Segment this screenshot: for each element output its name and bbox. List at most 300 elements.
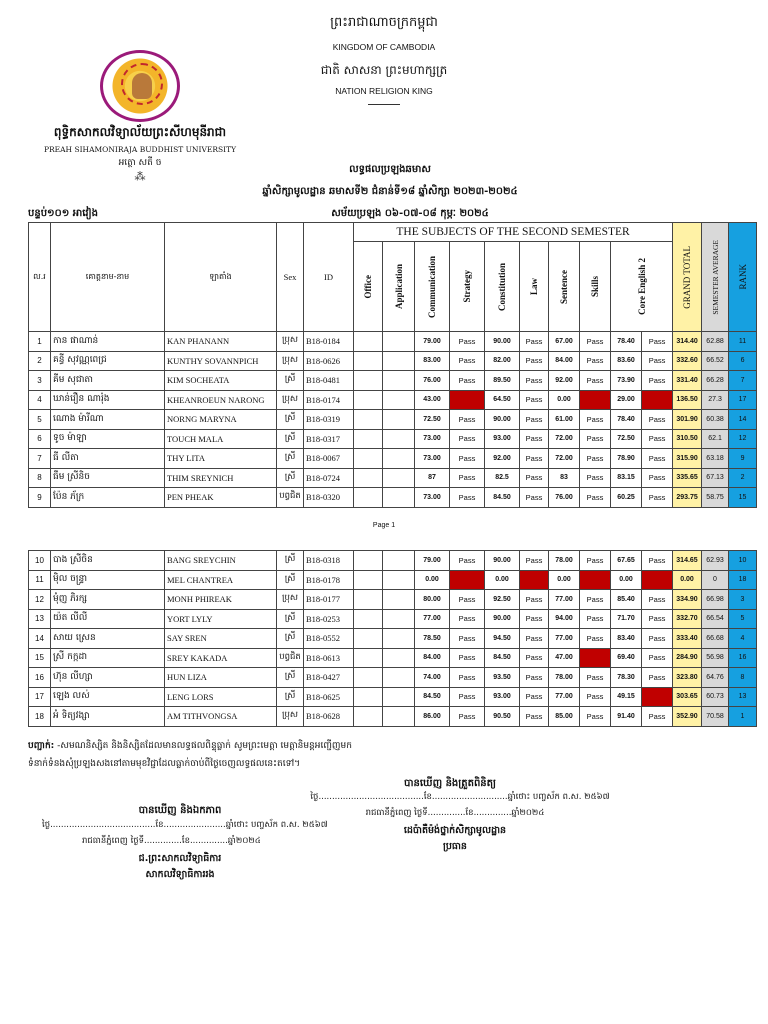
kh-exam-date: សម័យប្រឡង ០៦-០៧-០៨ កុម្ភៈ ២០២៤ bbox=[331, 208, 489, 219]
student-name-kh: ឃាន់រឿន ណារ៉ុង bbox=[51, 390, 165, 410]
score-value: 67.00 bbox=[549, 332, 580, 352]
score-cell-empty bbox=[354, 668, 383, 688]
result-status: Pass bbox=[580, 687, 611, 707]
page-label: Page 1 bbox=[372, 522, 396, 529]
student-sex: ស្រី bbox=[277, 468, 304, 488]
result-status: Pass bbox=[642, 648, 673, 668]
result-status: Pass bbox=[642, 629, 673, 649]
result-status: Pass bbox=[580, 629, 611, 649]
score-value: 93.50 bbox=[485, 668, 520, 688]
semester-average: 0 bbox=[702, 570, 729, 590]
rank-value: 3 bbox=[729, 590, 757, 610]
score-value: 73.00 bbox=[415, 429, 450, 449]
grand-total: 314.65 bbox=[673, 551, 702, 571]
student-sex: ប្រុស bbox=[277, 707, 304, 727]
score-cell-empty bbox=[354, 410, 383, 430]
result-status: Pass bbox=[580, 488, 611, 508]
student-sex: ស្រី bbox=[277, 570, 304, 590]
result-status: Fail bbox=[450, 570, 485, 590]
sig-left-role: ជ.ព្រះសាកលវិទ្យាធិការ bbox=[138, 853, 222, 864]
student-sex: ស្រី bbox=[277, 687, 304, 707]
score-cell-empty bbox=[383, 468, 415, 488]
score-value: 92.50 bbox=[485, 590, 520, 610]
grand-total: 332.70 bbox=[673, 609, 702, 629]
student-sex: ស្រី bbox=[277, 609, 304, 629]
grand-total: 333.40 bbox=[673, 629, 702, 649]
score-cell-empty bbox=[383, 351, 415, 371]
sig-right-role-2: ប្រធាន bbox=[443, 841, 467, 852]
rank-value: 11 bbox=[729, 332, 757, 352]
kingdom-heading: KINGDOM OF CAMBODIA bbox=[332, 42, 436, 52]
table-row bbox=[29, 468, 757, 488]
row-number: 5 bbox=[29, 410, 51, 430]
score-value: 90.00 bbox=[485, 332, 520, 352]
subject-header: Constitution bbox=[485, 242, 520, 332]
result-status: Pass bbox=[520, 707, 549, 727]
row-number: 14 bbox=[29, 629, 51, 649]
score-value: 0.00 bbox=[549, 390, 580, 410]
semester-average: 63.18 bbox=[702, 449, 729, 469]
rank-value: 9 bbox=[729, 449, 757, 469]
table-row bbox=[29, 390, 757, 410]
table-row bbox=[29, 551, 757, 571]
table-row bbox=[29, 371, 757, 391]
student-name-en: THY LITA bbox=[165, 449, 277, 469]
result-status: Pass bbox=[520, 351, 549, 371]
score-value: 80.00 bbox=[415, 590, 450, 610]
result-status: Pass bbox=[520, 687, 549, 707]
score-value: 94.00 bbox=[549, 609, 580, 629]
result-status: Pass bbox=[642, 707, 673, 727]
kh-report-title: លទ្ធផលប្រឡងឆមាស bbox=[349, 164, 431, 175]
grand-total: 315.90 bbox=[673, 449, 702, 469]
result-status: Pass bbox=[520, 332, 549, 352]
student-name-en: MONH PHIREAK bbox=[165, 590, 277, 610]
score-value: 47.00 bbox=[549, 648, 580, 668]
score-value: 90.50 bbox=[485, 707, 520, 727]
student-id: B18-0628 bbox=[304, 707, 354, 727]
rank-value: 1 bbox=[729, 707, 757, 727]
result-status: Pass bbox=[520, 371, 549, 391]
score-value: 76.00 bbox=[415, 371, 450, 391]
student-id: B18-0427 bbox=[304, 668, 354, 688]
rank-value: 6 bbox=[729, 351, 757, 371]
grand-total: 303.65 bbox=[673, 687, 702, 707]
score-value: 72.00 bbox=[549, 449, 580, 469]
student-sex: ស្រី bbox=[277, 668, 304, 688]
row-number: 9 bbox=[29, 488, 51, 508]
semester-average: 66.98 bbox=[702, 590, 729, 610]
score-value: 85.00 bbox=[549, 707, 580, 727]
row-number: 11 bbox=[29, 570, 51, 590]
score-value: 0.00 bbox=[611, 570, 642, 590]
score-value: 92.00 bbox=[485, 449, 520, 469]
grand-total: 0.00 bbox=[673, 570, 702, 590]
table-row bbox=[29, 629, 757, 649]
score-cell-empty bbox=[383, 707, 415, 727]
student-id: B18-0626 bbox=[304, 351, 354, 371]
table-row bbox=[29, 332, 757, 352]
score-value: 87 bbox=[415, 468, 450, 488]
student-id: B18-0319 bbox=[304, 410, 354, 430]
score-cell-empty bbox=[383, 551, 415, 571]
table-row bbox=[29, 668, 757, 688]
score-value: 92.00 bbox=[549, 371, 580, 391]
sig-right-date-1: ថ្ងៃ.......................................ខែ............................ឆ្នាំថោះ បញ្ចស័ក ព.ស. ២៥៦៧ bbox=[310, 792, 610, 802]
result-status: Pass bbox=[450, 332, 485, 352]
student-name-en: LENG LORS bbox=[165, 687, 277, 707]
result-status: Pass bbox=[450, 371, 485, 391]
result-status: Pass bbox=[520, 648, 549, 668]
score-value: 49.15 bbox=[611, 687, 642, 707]
result-status: Pass bbox=[642, 449, 673, 469]
score-value: 93.00 bbox=[485, 429, 520, 449]
score-value: 94.50 bbox=[485, 629, 520, 649]
subject-header: Office bbox=[354, 242, 383, 332]
student-name-en: HUN LIZA bbox=[165, 668, 277, 688]
student-id: B18-0318 bbox=[304, 551, 354, 571]
score-value: 67.65 bbox=[611, 551, 642, 571]
result-status: Pass bbox=[450, 429, 485, 449]
result-status: Pass bbox=[580, 609, 611, 629]
semester-average: 56.98 bbox=[702, 648, 729, 668]
kh-university-sub: អត្ថោ សតី ច bbox=[118, 158, 162, 168]
rank-value: 18 bbox=[729, 570, 757, 590]
score-value: 77.00 bbox=[549, 590, 580, 610]
student-name-en: TOUCH MALA bbox=[165, 429, 277, 449]
subject-header: Application bbox=[383, 242, 415, 332]
student-name-kh: ប៉ែន ភ័ក្រ bbox=[51, 488, 165, 508]
score-cell-empty bbox=[383, 590, 415, 610]
result-status: Pass bbox=[580, 590, 611, 610]
table-row bbox=[29, 687, 757, 707]
student-name-kh: បាង ស្រីចិន bbox=[51, 551, 165, 571]
score-cell-empty bbox=[383, 609, 415, 629]
grand-total: 314.40 bbox=[673, 332, 702, 352]
student-id: B18-0184 bbox=[304, 332, 354, 352]
result-status: Pass bbox=[520, 629, 549, 649]
rank-value: 5 bbox=[729, 609, 757, 629]
student-name-kh: ហ៊ុន លីហ្សា bbox=[51, 668, 165, 688]
score-cell-empty bbox=[383, 390, 415, 410]
result-status: Pass bbox=[520, 468, 549, 488]
score-value: 83.40 bbox=[611, 629, 642, 649]
col-header-name-en: ឡាតាំង bbox=[165, 223, 277, 332]
result-status: Pass bbox=[642, 668, 673, 688]
result-status: Fail bbox=[642, 570, 673, 590]
table-row bbox=[29, 351, 757, 371]
score-cell-empty bbox=[354, 390, 383, 410]
student-name-kh: យ៉ត លីលី bbox=[51, 609, 165, 629]
semester-average: 58.75 bbox=[702, 488, 729, 508]
student-name-kh: សាយ ស្រេន bbox=[51, 629, 165, 649]
score-value: 83.60 bbox=[611, 351, 642, 371]
result-status: Pass bbox=[450, 410, 485, 430]
score-value: 82.00 bbox=[485, 351, 520, 371]
notes-line-2: ទំនាក់ទំនងសុំប្រឡងសងនៅតាមមុខវិជ្ជាដែលធ្លាក់ចាប់ពីថ្ងៃចេញលទ្ធផលនេះតទៅ។ bbox=[28, 759, 301, 769]
score-cell-empty bbox=[383, 629, 415, 649]
rank-value: 10 bbox=[729, 551, 757, 571]
grand-total: 331.40 bbox=[673, 371, 702, 391]
result-status: Pass bbox=[642, 371, 673, 391]
table-row bbox=[29, 590, 757, 610]
sig-left-date-1: ថ្ងៃ.......................................ខែ.......................ឆ្នាំថោះ បញ្ចស័ក ព.ស. ២៥៦៧ bbox=[42, 820, 328, 830]
result-status: Fail bbox=[580, 390, 611, 410]
student-name-kh: ឡេង លស់ bbox=[51, 687, 165, 707]
score-value: 79.00 bbox=[415, 551, 450, 571]
rank-value: 2 bbox=[729, 468, 757, 488]
score-value: 69.40 bbox=[611, 648, 642, 668]
row-number: 18 bbox=[29, 707, 51, 727]
subject-header: Skills bbox=[580, 242, 611, 332]
result-status: Pass bbox=[642, 609, 673, 629]
score-value: 72.50 bbox=[415, 410, 450, 430]
sig-right-title: បានឃើញ និងត្រួតពិនិត្យ bbox=[404, 778, 496, 789]
grand-total: 332.60 bbox=[673, 351, 702, 371]
semester-average: 27.3 bbox=[702, 390, 729, 410]
sig-right-role: ដេប៉ាតឺម៉ង់ថ្នាក់សិក្សាមូលដ្ឋាន bbox=[403, 825, 507, 836]
result-status: Fail bbox=[642, 687, 673, 707]
subject-header: Sentence bbox=[549, 242, 580, 332]
score-value: 78.40 bbox=[611, 332, 642, 352]
result-status: Pass bbox=[642, 351, 673, 371]
row-number: 4 bbox=[29, 390, 51, 410]
score-value: 77.00 bbox=[549, 629, 580, 649]
grand-total: 323.80 bbox=[673, 668, 702, 688]
score-value: 78.90 bbox=[611, 449, 642, 469]
score-cell-empty bbox=[354, 468, 383, 488]
semester-average: 62.88 bbox=[702, 332, 729, 352]
motto: NATION RELIGION KING bbox=[335, 86, 433, 96]
score-value: 90.00 bbox=[485, 551, 520, 571]
score-cell-empty bbox=[354, 351, 383, 371]
semester-average: 60.38 bbox=[702, 410, 729, 430]
score-value: 73.90 bbox=[611, 371, 642, 391]
score-cell-empty bbox=[383, 449, 415, 469]
student-name-en: KIM SOCHEATA bbox=[165, 371, 277, 391]
score-cell-empty bbox=[383, 668, 415, 688]
kh-kingdom-heading: ព្រះរាជាណាចក្រកម្ពុជា bbox=[330, 15, 438, 30]
student-name-kh: មុំញ ភិរក្ស bbox=[51, 590, 165, 610]
score-value: 90.00 bbox=[485, 410, 520, 430]
table-row bbox=[29, 449, 757, 469]
grand-total: 334.90 bbox=[673, 590, 702, 610]
result-status: Pass bbox=[450, 351, 485, 371]
score-value: 76.00 bbox=[549, 488, 580, 508]
student-sex: ស្រី bbox=[277, 449, 304, 469]
score-cell-empty bbox=[354, 332, 383, 352]
score-value: 78.50 bbox=[415, 629, 450, 649]
student-sex: ស្រី bbox=[277, 410, 304, 430]
semester-average: 66.28 bbox=[702, 371, 729, 391]
score-cell-empty bbox=[383, 371, 415, 391]
subject-header: Communication bbox=[415, 242, 450, 332]
score-cell-empty bbox=[354, 629, 383, 649]
student-id: B18-0177 bbox=[304, 590, 354, 610]
table-row bbox=[29, 410, 757, 430]
result-status: Pass bbox=[580, 332, 611, 352]
col-header-name-kh: គោត្តនាម-នាម bbox=[51, 223, 165, 332]
rank-value: 7 bbox=[729, 371, 757, 391]
score-cell-empty bbox=[354, 570, 383, 590]
student-id: B18-0724 bbox=[304, 468, 354, 488]
student-name-kh: កាន ផាណាន់ bbox=[51, 332, 165, 352]
row-number: 16 bbox=[29, 668, 51, 688]
result-status: Pass bbox=[580, 429, 611, 449]
score-value: 73.00 bbox=[415, 449, 450, 469]
grand-total: 352.90 bbox=[673, 707, 702, 727]
row-number: 8 bbox=[29, 468, 51, 488]
student-name-kh: ធឹម ស្រីនិច bbox=[51, 468, 165, 488]
score-value: 77.00 bbox=[549, 687, 580, 707]
col-header-average: SEMESTER AVERAGE bbox=[702, 223, 729, 332]
result-status: Pass bbox=[642, 590, 673, 610]
result-status: Fail bbox=[520, 570, 549, 590]
col-header-total: GRAND TOTAL bbox=[673, 223, 702, 332]
table-row bbox=[29, 648, 757, 668]
score-value: 82.5 bbox=[485, 468, 520, 488]
score-value: 85.40 bbox=[611, 590, 642, 610]
student-id: B18-0552 bbox=[304, 629, 354, 649]
score-value: 60.25 bbox=[611, 488, 642, 508]
score-value: 43.00 bbox=[415, 390, 450, 410]
row-number: 7 bbox=[29, 449, 51, 469]
score-cell-empty bbox=[354, 551, 383, 571]
grand-total: 284.90 bbox=[673, 648, 702, 668]
result-status: Pass bbox=[450, 590, 485, 610]
result-status: Fail bbox=[450, 390, 485, 410]
semester-average: 64.76 bbox=[702, 668, 729, 688]
result-status: Pass bbox=[450, 687, 485, 707]
subjects-title: THE SUBJECTS OF THE SECOND SEMESTER bbox=[354, 223, 673, 242]
results-table-1 bbox=[28, 222, 757, 508]
score-value: 64.50 bbox=[485, 390, 520, 410]
result-status: Pass bbox=[520, 449, 549, 469]
student-name-en: NORNG MARYNA bbox=[165, 410, 277, 430]
semester-average: 70.58 bbox=[702, 707, 729, 727]
row-number: 15 bbox=[29, 648, 51, 668]
student-sex: ស្រី bbox=[277, 629, 304, 649]
row-number: 1 bbox=[29, 332, 51, 352]
student-sex: ប្រុស bbox=[277, 590, 304, 610]
student-name-kh: ទូច ម៉ាឡា bbox=[51, 429, 165, 449]
score-cell-empty bbox=[383, 429, 415, 449]
kh-group: បន្ទប់១០១ អាវៀង bbox=[28, 208, 98, 219]
student-name-en: PEN PHEAK bbox=[165, 488, 277, 508]
rank-value: 14 bbox=[729, 410, 757, 430]
score-cell-empty bbox=[383, 488, 415, 508]
score-value: 79.00 bbox=[415, 332, 450, 352]
sig-left-role-2: សាកលវិទ្យាធិការរង bbox=[145, 869, 215, 880]
score-cell-empty bbox=[354, 707, 383, 727]
score-cell-empty bbox=[354, 449, 383, 469]
semester-average: 66.54 bbox=[702, 609, 729, 629]
student-name-en: MEL CHANTREA bbox=[165, 570, 277, 590]
university-logo bbox=[100, 50, 180, 122]
student-name-en: YORT LYLY bbox=[165, 609, 277, 629]
result-status: Pass bbox=[520, 590, 549, 610]
score-value: 74.00 bbox=[415, 668, 450, 688]
student-name-en: THIM SREYNICH bbox=[165, 468, 277, 488]
student-id: B18-0317 bbox=[304, 429, 354, 449]
semester-average: 60.73 bbox=[702, 687, 729, 707]
notes-line-1: បញ្ជាក់: -សមណនិស្សិត និងនិស្សិតដែលមានលទ្ធផលពិន្ទុធ្លាក់ សូមព្រះមេត្តា មេត្តានិមន្តអញ្ជើញមក bbox=[28, 741, 352, 751]
student-sex: ស្រី bbox=[277, 551, 304, 571]
kh-university-name: ពុទ្ធិកសាកលវិទ្យាល័យព្រះសីហមុនីរាជា bbox=[53, 125, 227, 139]
result-status: Pass bbox=[580, 351, 611, 371]
score-value: 0.00 bbox=[415, 570, 450, 590]
score-value: 61.00 bbox=[549, 410, 580, 430]
student-name-en: KHEANROEUN NARONG bbox=[165, 390, 277, 410]
score-value: 0.00 bbox=[549, 570, 580, 590]
result-status: Pass bbox=[580, 449, 611, 469]
score-value: 72.50 bbox=[611, 429, 642, 449]
student-name-en: KUNTHY SOVANNPICH bbox=[165, 351, 277, 371]
results-table-2 bbox=[28, 550, 757, 727]
result-status: Pass bbox=[520, 488, 549, 508]
student-name-kh: ណោង ម៉ារីណា bbox=[51, 410, 165, 430]
student-sex: ប្រុស bbox=[277, 332, 304, 352]
result-status: Pass bbox=[642, 468, 673, 488]
row-number: 10 bbox=[29, 551, 51, 571]
score-value: 83.15 bbox=[611, 468, 642, 488]
student-name-en: AM TITHVONGSA bbox=[165, 707, 277, 727]
score-value: 93.00 bbox=[485, 687, 520, 707]
col-header-no: ល.រ bbox=[29, 223, 51, 332]
result-status: Pass bbox=[642, 429, 673, 449]
score-value: 89.50 bbox=[485, 371, 520, 391]
student-sex: បព្វជិត bbox=[277, 488, 304, 508]
score-value: 78.00 bbox=[549, 668, 580, 688]
subject-header: Law bbox=[520, 242, 549, 332]
result-status: Pass bbox=[642, 332, 673, 352]
score-value: 84.50 bbox=[415, 687, 450, 707]
row-number: 2 bbox=[29, 351, 51, 371]
student-id: B18-0481 bbox=[304, 371, 354, 391]
score-cell-empty bbox=[383, 648, 415, 668]
sig-left-date-2: រាជធានីភ្នំពេញ ថ្ងៃទី..............ខែ..............ឆ្នាំ២០២៤ bbox=[82, 836, 261, 846]
student-name-kh: អំ ទិត្យវង្សា bbox=[51, 707, 165, 727]
semester-average: 62.93 bbox=[702, 551, 729, 571]
student-sex: ប្រុស bbox=[277, 351, 304, 371]
student-sex: ស្រី bbox=[277, 371, 304, 391]
score-value: 78.30 bbox=[611, 668, 642, 688]
row-number: 17 bbox=[29, 687, 51, 707]
student-id: B18-0253 bbox=[304, 609, 354, 629]
result-status: Pass bbox=[520, 609, 549, 629]
result-status: Pass bbox=[450, 648, 485, 668]
score-value: 84.50 bbox=[485, 488, 520, 508]
student-name-kh: ម៉ិល ចន្ទ្រា bbox=[51, 570, 165, 590]
result-status: Pass bbox=[642, 488, 673, 508]
student-sex: ប្រុស bbox=[277, 390, 304, 410]
col-header-sex: Sex bbox=[277, 223, 304, 332]
result-status: Pass bbox=[450, 629, 485, 649]
result-status: Fail bbox=[580, 648, 611, 668]
row-number: 13 bbox=[29, 609, 51, 629]
grand-total: 136.50 bbox=[673, 390, 702, 410]
grand-total: 335.65 bbox=[673, 468, 702, 488]
result-status: Fail bbox=[580, 570, 611, 590]
kh-report-subtitle: ឆ្នាំសិក្សាមូលដ្ឋាន ឆមាសទី២ ជំនាន់ទី១៨ ឆ្នាំសិក្សា ២០២៣-២០២៤ bbox=[262, 186, 518, 197]
student-name-kh: ស្រី កក្កដា bbox=[51, 648, 165, 668]
score-cell-empty bbox=[354, 648, 383, 668]
score-value: 83 bbox=[549, 468, 580, 488]
score-value: 90.00 bbox=[485, 609, 520, 629]
rank-value: 8 bbox=[729, 668, 757, 688]
score-cell-empty bbox=[383, 332, 415, 352]
score-cell-empty bbox=[354, 371, 383, 391]
